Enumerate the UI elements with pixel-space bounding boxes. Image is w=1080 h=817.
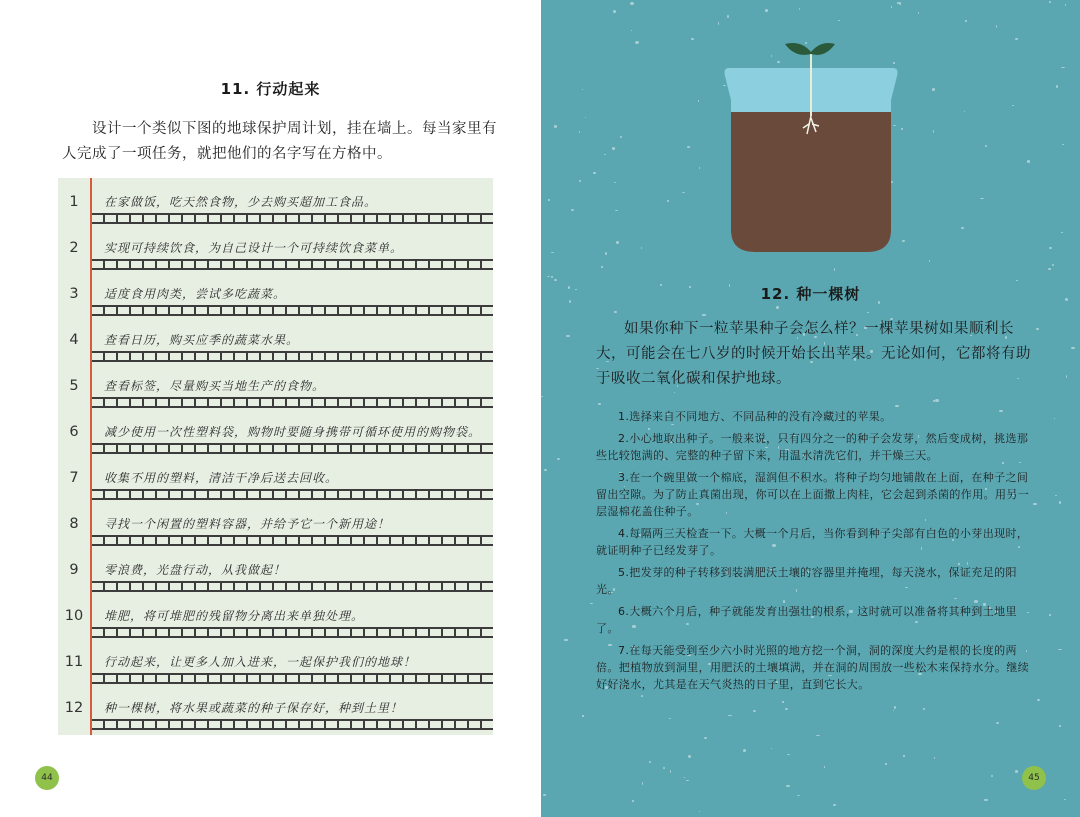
speck <box>799 8 801 11</box>
speck <box>727 15 729 18</box>
speck <box>612 147 615 150</box>
name-grid-bottom-line <box>92 314 493 316</box>
speck <box>1012 105 1013 106</box>
speck <box>686 780 688 781</box>
speck <box>934 757 935 760</box>
name-grid-bottom-line <box>92 498 493 500</box>
task-number: 8 <box>69 516 79 532</box>
section-intro-11: 设计一个类似下图的地球保护周计划，挂在墙上。每当家里有人完成了一项任务，就把他们的名字写在方格中。 <box>62 121 497 162</box>
speck <box>782 701 784 702</box>
name-grid-bottom-line <box>92 544 493 546</box>
speck <box>996 722 999 725</box>
speck <box>564 639 568 640</box>
speck <box>985 145 987 147</box>
speck <box>834 268 835 271</box>
speck <box>867 312 868 313</box>
speck <box>753 710 756 712</box>
planting-step: 3.在一个碗里做一个棉底，湿润但不积水。将种子均匀地铺散在上面，在种子之间留出空隙。为了防止真菌出现，你可以在上面撒上肉桂，它会起到杀菌的作用。用另一层湿棉花盖住种子。 <box>596 471 1030 518</box>
task-text: 种一棵树，将水果或蔬菜的种子保存好，种到土里！ <box>104 701 404 715</box>
speck <box>590 603 593 604</box>
task-number: 6 <box>69 424 79 440</box>
speck <box>667 200 669 202</box>
speck <box>1062 144 1063 145</box>
speck <box>598 403 600 404</box>
speck <box>642 782 644 785</box>
speck <box>776 306 779 309</box>
speck <box>1049 1 1051 3</box>
name-grid-bottom-line <box>92 360 493 362</box>
speck <box>1048 268 1051 270</box>
speck <box>1061 67 1064 68</box>
planting-step: 6.大概六个月后，种子就能发育出强壮的根系，这时就可以准备将其种到土地里了。 <box>596 605 1017 635</box>
speck <box>543 794 546 795</box>
name-grid-bottom-line <box>92 636 493 638</box>
sprout-jar-illustration <box>721 30 901 255</box>
speck <box>684 777 685 779</box>
speck <box>932 88 935 91</box>
speck <box>632 800 634 801</box>
speck <box>1049 614 1050 616</box>
task-row <box>58 686 493 732</box>
speck <box>785 708 788 710</box>
speck <box>601 266 602 268</box>
speck <box>1056 85 1058 88</box>
speck <box>615 210 618 211</box>
speck <box>991 775 993 777</box>
speck <box>1055 495 1057 497</box>
speck <box>1061 232 1062 233</box>
speck <box>1059 725 1061 726</box>
speck <box>1066 375 1067 378</box>
task-text: 查看标签，尽量购买当地生产的食物。 <box>104 379 326 393</box>
speck <box>604 154 606 155</box>
speck <box>688 755 691 758</box>
speck <box>620 136 622 138</box>
task-text: 在家做饭，吃天然食物，少去购买超加工食品。 <box>104 195 378 209</box>
speck <box>885 763 886 765</box>
speck <box>833 804 836 807</box>
task-row <box>58 226 493 272</box>
planting-steps <box>596 408 1032 698</box>
task-number: 5 <box>69 378 79 394</box>
speck <box>918 12 919 14</box>
task-text: 实现可持续饮食，为自己设计一个可持续饮食菜单。 <box>104 241 404 255</box>
speck <box>1071 347 1075 349</box>
speck <box>824 766 825 768</box>
task-number: 4 <box>69 332 79 348</box>
speck <box>548 199 549 201</box>
name-grid-bottom-line <box>92 682 493 684</box>
speck <box>728 715 731 717</box>
speck <box>1059 501 1061 503</box>
task-text: 减少使用一次性塑料袋，购物时要随身携带可循环使用的购物袋。 <box>104 425 482 439</box>
speck <box>899 2 901 4</box>
speck <box>704 737 707 739</box>
speck <box>1054 418 1055 420</box>
speck <box>787 754 790 755</box>
speck <box>554 125 557 127</box>
task-number: 12 <box>64 700 84 716</box>
speck <box>1036 328 1039 330</box>
speck <box>964 111 965 112</box>
speck <box>1033 503 1036 505</box>
speck <box>551 252 554 253</box>
task-row <box>58 180 493 226</box>
task-row <box>58 410 493 456</box>
speck <box>765 9 768 12</box>
section-title-12: 12. 种一棵树 <box>760 285 861 303</box>
planting-step: 7.在每天能受到至少六小时光照的地方挖一个洞，洞的深度大约是根的长度的两倍。把植物放到洞里，用肥沃的土壤填满，并在洞的周围放一些松木来保持水分。继续好好浇水，尤其是在天气炎热的日子里，直到它长大。 <box>596 644 1030 691</box>
task-row <box>58 456 493 502</box>
task-number: 11 <box>64 654 84 670</box>
right-page <box>541 0 1080 817</box>
speck <box>566 335 569 337</box>
speck <box>699 167 700 169</box>
task-row <box>58 502 493 548</box>
speck <box>961 227 964 230</box>
speck <box>902 240 905 242</box>
speck <box>903 755 905 758</box>
speck <box>1015 38 1018 39</box>
speck <box>582 715 583 716</box>
planting-step: 1.选择来自不同地方、不同品种的没有冷藏过的苹果。 <box>618 410 892 423</box>
name-grid-bottom-line <box>92 590 493 592</box>
task-row <box>58 640 493 686</box>
speck <box>933 130 934 133</box>
speck <box>929 260 930 262</box>
speck <box>649 761 652 764</box>
task-number: 10 <box>64 608 84 624</box>
task-row <box>58 272 493 318</box>
speck <box>663 767 665 769</box>
speck <box>1058 649 1062 650</box>
task-row <box>58 548 493 594</box>
speck <box>582 89 584 90</box>
speck <box>631 30 632 31</box>
speck <box>687 146 691 148</box>
name-grid-bottom-line <box>92 728 493 730</box>
speck <box>1065 4 1066 6</box>
page-number-left: 44 <box>35 766 59 790</box>
task-text: 零浪费，光盘行动，从我做起！ <box>104 563 287 577</box>
speck <box>579 180 580 182</box>
task-text: 堆肥，将可堆肥的残留物分离出来单独处理。 <box>104 609 365 623</box>
speck <box>605 252 607 255</box>
speck <box>691 38 694 40</box>
speck <box>702 314 706 316</box>
speck <box>923 708 925 710</box>
planting-step: 2.小心地取出种子。一般来说，只有四分之一的种子会发芽，然后变成树，挑选那些比较饱满的、完整的种子留下来，用温水清洗它们，并干燥三天。 <box>596 432 1029 462</box>
speck <box>614 311 617 313</box>
speck <box>579 131 580 133</box>
name-grid-bottom-line <box>92 452 493 454</box>
speck <box>996 25 997 28</box>
speck <box>1016 280 1018 281</box>
task-text: 查看日历，购买应季的蔬菜水果。 <box>104 333 300 347</box>
speck <box>1052 264 1054 266</box>
speck <box>630 2 634 5</box>
task-row <box>58 318 493 364</box>
speck <box>557 458 560 460</box>
speck <box>1064 799 1066 800</box>
task-number: 7 <box>69 470 79 486</box>
speck <box>613 10 616 13</box>
speck <box>893 710 895 711</box>
task-row <box>58 364 493 410</box>
weekly-plan-chart <box>58 178 493 735</box>
speck <box>965 20 967 22</box>
speck <box>1015 770 1017 773</box>
speck <box>585 117 586 119</box>
speck <box>614 182 616 183</box>
speck <box>935 399 939 402</box>
speck <box>551 276 552 278</box>
planting-step: 5.把发芽的种子转移到装满肥沃土壤的容器里并掩埋，每天浇水，保证充足的阳光。 <box>596 566 1017 596</box>
speck <box>641 247 642 249</box>
speck <box>670 770 672 772</box>
speck <box>674 392 675 393</box>
speck <box>797 795 801 796</box>
speck <box>816 735 820 736</box>
speck <box>838 20 840 22</box>
speck <box>891 6 892 7</box>
speck <box>771 748 773 749</box>
speck <box>698 100 699 101</box>
speck <box>980 198 984 199</box>
section-title-11: 11. 行动起来 <box>220 80 321 98</box>
task-number: 9 <box>69 562 79 578</box>
speck <box>699 811 700 812</box>
name-grid-bottom-line <box>92 222 493 224</box>
speck <box>1027 160 1031 163</box>
page-number-right: 45 <box>1022 766 1046 790</box>
speck <box>1049 247 1053 249</box>
speck <box>894 706 896 709</box>
task-row <box>58 594 493 640</box>
speck <box>547 276 550 277</box>
speck <box>669 718 671 719</box>
name-grid-bottom-line <box>92 406 493 408</box>
speck <box>571 209 573 211</box>
speck <box>593 172 596 173</box>
section-intro-12: 如果你种下一粒苹果种子会怎么样？一棵苹果树如果顺利长大，可能会在七八岁的时候开始长出苹果。无论如何，它都将有助于吸收二氧化碳和保护地球。 <box>596 321 1031 387</box>
speck <box>616 241 619 243</box>
task-text: 寻找一个闲置的塑料容器，并给予它一个新用途！ <box>104 517 391 531</box>
task-number: 2 <box>69 240 79 256</box>
speck <box>984 799 987 800</box>
speck <box>786 785 790 787</box>
task-number: 3 <box>69 286 79 302</box>
task-text: 收集不用的塑料，清洁干净后送去回收。 <box>104 471 339 485</box>
speck <box>635 41 639 44</box>
speck <box>541 396 543 397</box>
speck <box>554 279 557 281</box>
planting-step: 4.每隔两三天检查一下。大概一个月后，当你看到种子尖部有白色的小芽出现时，就证明种子已经发芽了。 <box>596 527 1029 557</box>
speck <box>544 469 547 471</box>
task-text: 适度食用肉类，尝试多吃蔬菜。 <box>104 287 287 301</box>
speck <box>682 192 685 193</box>
task-number: 1 <box>69 194 79 210</box>
speck <box>1037 699 1040 701</box>
task-text: 行动起来，让更多人加入进来，一起保护我们的地球！ <box>104 655 417 669</box>
name-grid-bottom-line <box>92 268 493 270</box>
speck <box>718 22 719 24</box>
speck <box>743 749 746 752</box>
